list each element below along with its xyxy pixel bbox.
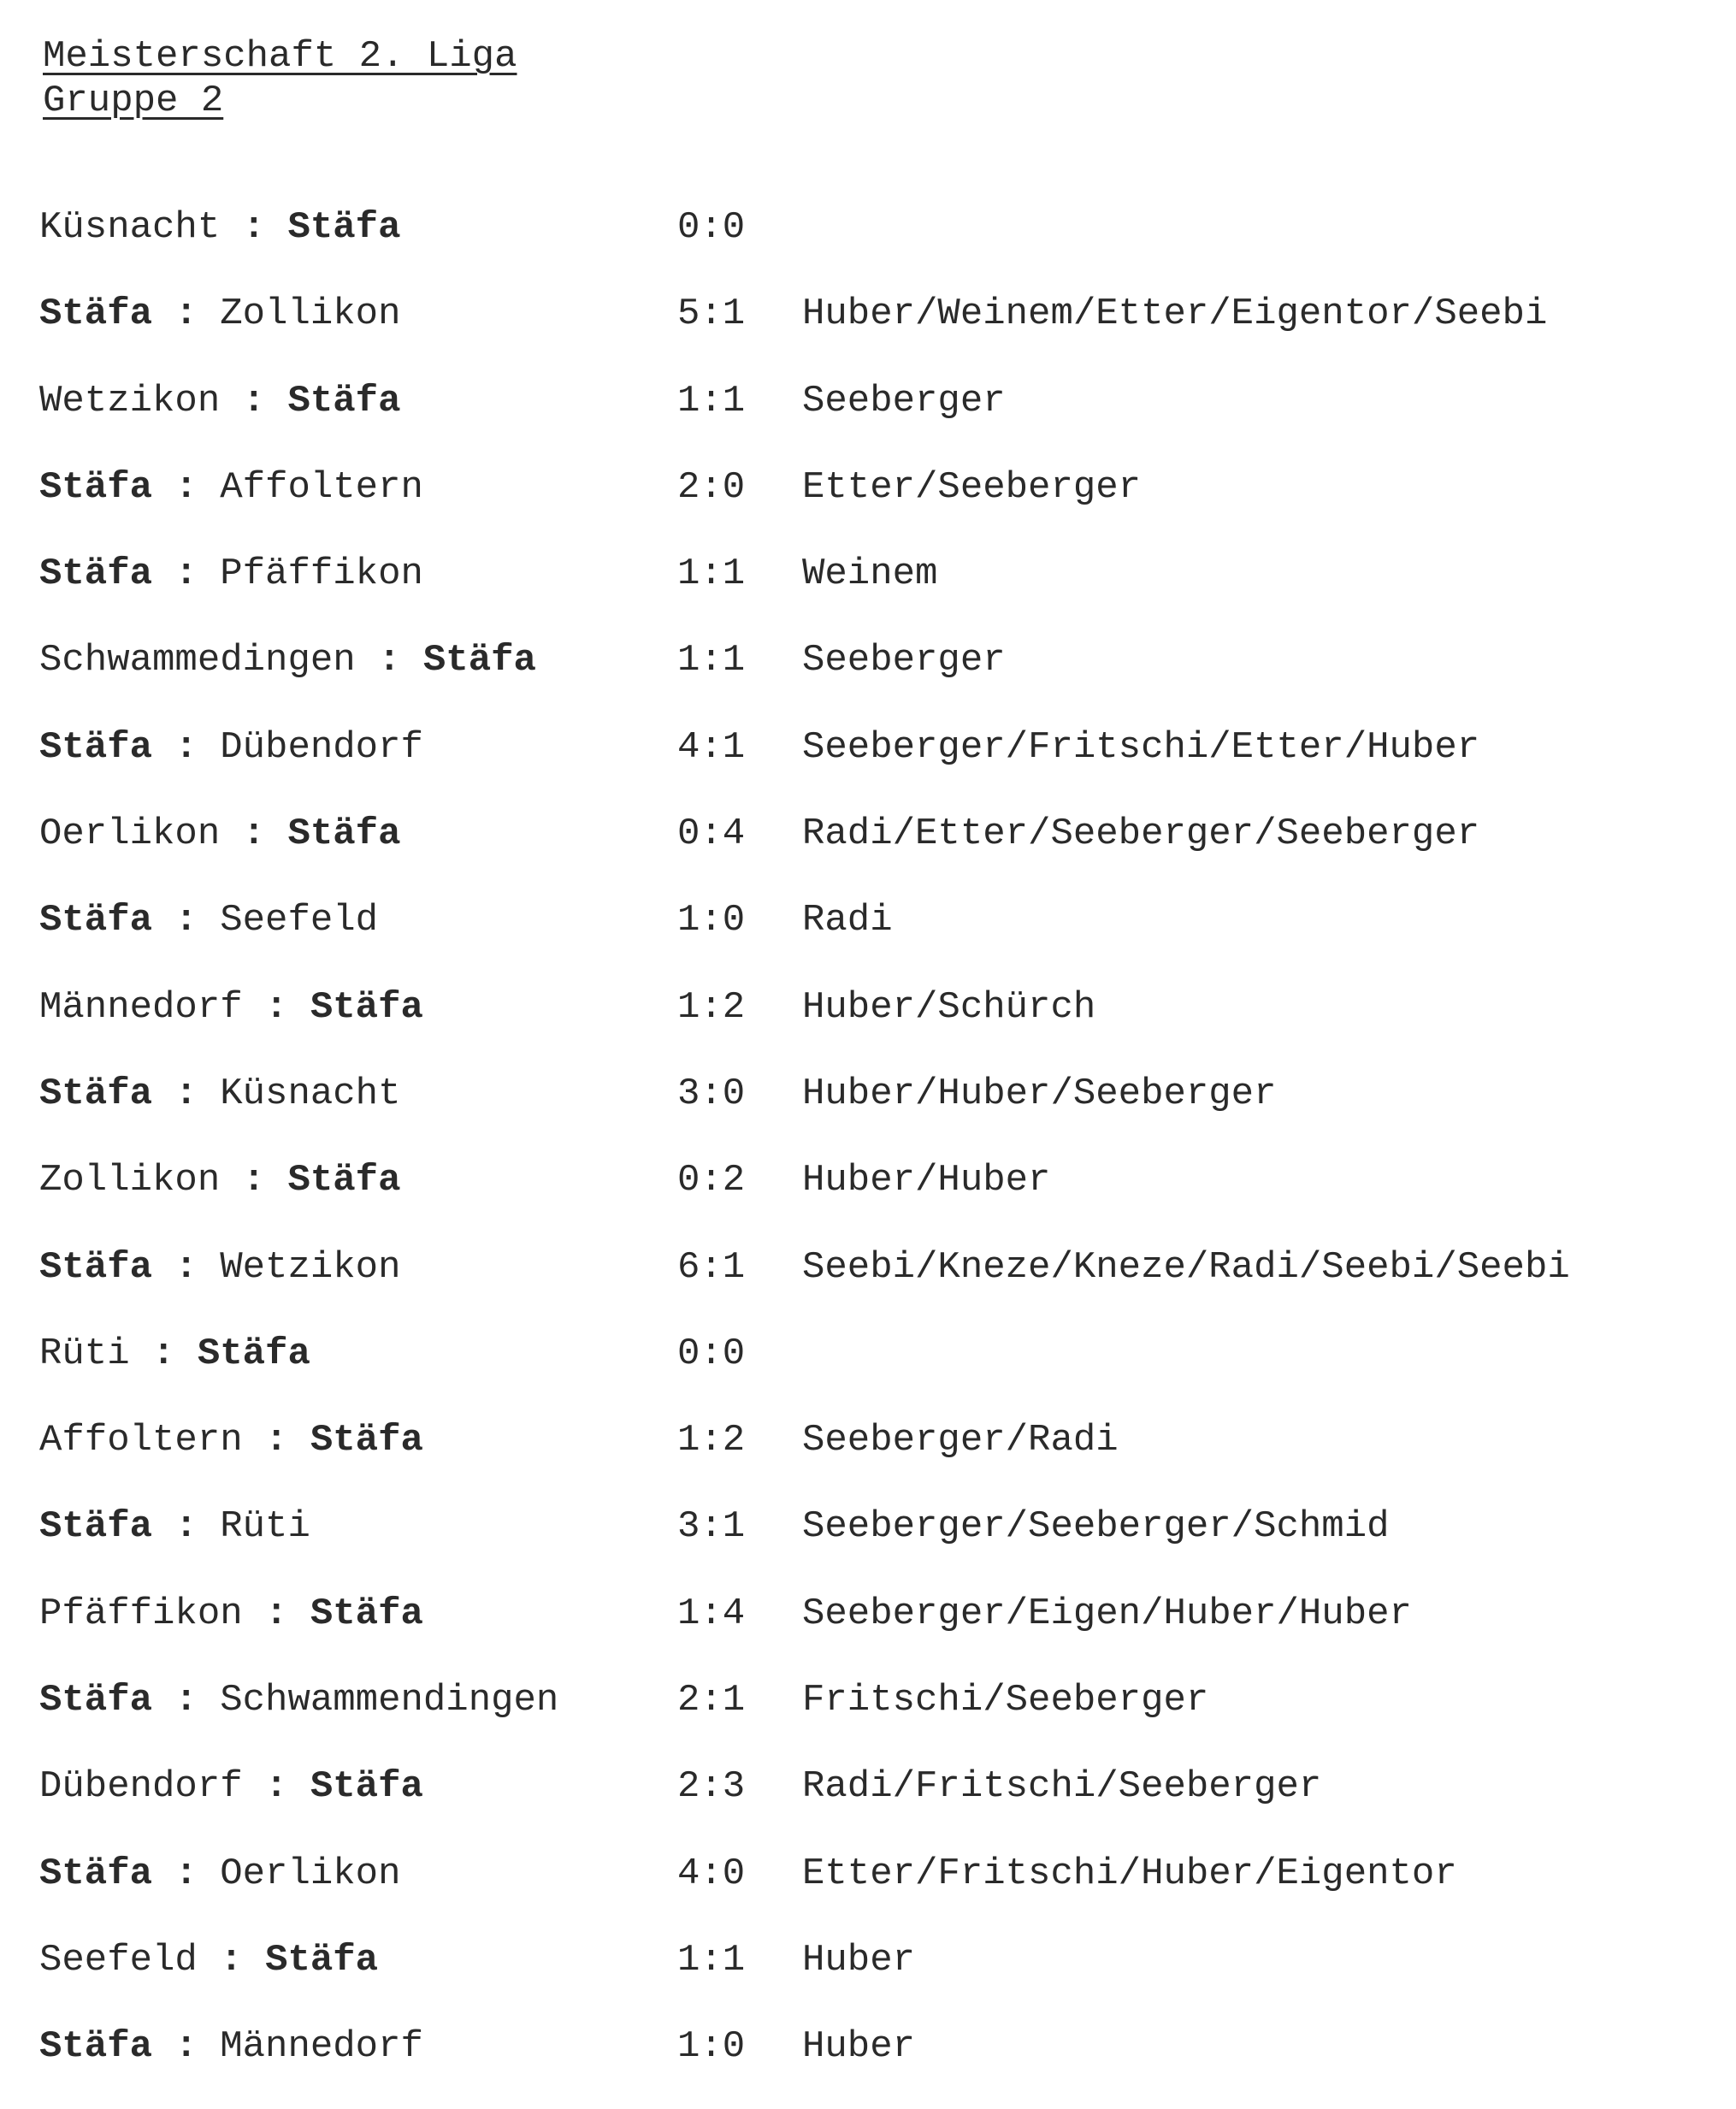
away-team: Oerlikon bbox=[220, 1852, 401, 1895]
match-score: 1:1 bbox=[677, 639, 746, 682]
match-score: 1:1 bbox=[677, 552, 746, 596]
home-team: Pfäffikon bbox=[39, 1592, 243, 1635]
goal-scorers: Huber/Weinem/Etter/Eigentor/Seebi bbox=[802, 292, 1548, 336]
home-team: Dübendorf bbox=[39, 1765, 243, 1809]
match-score: 4:1 bbox=[677, 725, 746, 769]
team-separator: : bbox=[174, 1852, 198, 1895]
match-score: 5:1 bbox=[677, 292, 746, 336]
match-teams bbox=[39, 1848, 400, 1899]
away-team: Rüti bbox=[220, 1505, 310, 1549]
team-separator: : bbox=[242, 379, 266, 422]
match-score: 3:1 bbox=[677, 1505, 746, 1549]
match-score: 2:3 bbox=[677, 1765, 746, 1809]
match-row bbox=[39, 1415, 1715, 1501]
match-row bbox=[39, 548, 1715, 635]
match-row bbox=[39, 1588, 1715, 1675]
away-team: Wetzikon bbox=[220, 1245, 401, 1289]
match-row bbox=[39, 1848, 1715, 1935]
home-team: Wetzikon bbox=[39, 379, 221, 422]
team-separator: : bbox=[242, 1159, 266, 1202]
goal-scorers: Huber/Schürch bbox=[802, 985, 1096, 1029]
match-score: 3:0 bbox=[677, 1072, 746, 1115]
match-row bbox=[39, 722, 1715, 808]
match-score: 0:2 bbox=[677, 1159, 746, 1202]
match-teams bbox=[39, 1415, 423, 1466]
match-row bbox=[39, 1242, 1715, 1328]
home-team: Stäfa bbox=[39, 292, 153, 336]
away-team: Dübendorf bbox=[220, 725, 423, 769]
home-team: Seefeld bbox=[39, 1938, 198, 1982]
match-row bbox=[39, 982, 1715, 1068]
away-team: Stäfa bbox=[310, 1765, 423, 1809]
away-team: Pfäffikon bbox=[220, 552, 423, 596]
team-separator: : bbox=[242, 812, 266, 856]
team-separator: : bbox=[220, 1938, 243, 1982]
home-team: Schwammedingen bbox=[39, 639, 356, 682]
goal-scorers: Seeberger bbox=[802, 639, 1006, 682]
match-row bbox=[39, 895, 1715, 981]
heading-group: Gruppe 2 bbox=[43, 80, 224, 122]
home-team: Oerlikon bbox=[39, 812, 221, 856]
goal-scorers: Seeberger bbox=[802, 379, 1006, 422]
document-heading bbox=[43, 34, 517, 123]
match-teams bbox=[39, 1588, 423, 1639]
match-row bbox=[39, 1155, 1715, 1241]
match-teams bbox=[39, 722, 423, 773]
home-team: Stäfa bbox=[39, 465, 153, 509]
home-team: Stäfa bbox=[39, 725, 153, 769]
goal-scorers: Seeberger/Eigen/Huber/Huber bbox=[802, 1592, 1412, 1635]
home-team: Stäfa bbox=[39, 1505, 153, 1549]
match-row bbox=[39, 1935, 1715, 2021]
team-separator: : bbox=[174, 2025, 198, 2069]
goal-scorers: Fritschi/Seeberger bbox=[802, 1679, 1209, 1722]
match-score: 1:1 bbox=[677, 1938, 746, 1982]
match-score: 6:1 bbox=[677, 1245, 746, 1289]
team-separator: : bbox=[242, 206, 266, 249]
match-teams bbox=[39, 288, 400, 340]
home-team: Stäfa bbox=[39, 552, 153, 596]
match-score: 1:0 bbox=[677, 899, 746, 942]
match-teams bbox=[39, 548, 423, 600]
away-team: Stäfa bbox=[310, 985, 423, 1029]
match-teams bbox=[39, 375, 400, 427]
team-separator: : bbox=[378, 639, 401, 682]
away-team: Stäfa bbox=[265, 1938, 379, 1982]
match-score: 1:4 bbox=[677, 1592, 746, 1635]
away-team: Stäfa bbox=[287, 1159, 401, 1202]
match-score: 2:1 bbox=[677, 1679, 746, 1722]
goal-scorers: Huber/Huber bbox=[802, 1159, 1051, 1202]
match-row bbox=[39, 1501, 1715, 1587]
match-row bbox=[39, 288, 1715, 375]
team-separator: : bbox=[174, 1072, 198, 1115]
home-team: Rüti bbox=[39, 1332, 130, 1375]
goal-scorers: Seebi/Kneze/Kneze/Radi/Seebi/Seebi bbox=[802, 1245, 1570, 1289]
team-separator: : bbox=[174, 1505, 198, 1549]
home-team: Stäfa bbox=[39, 1679, 153, 1722]
match-row bbox=[39, 462, 1715, 548]
away-team: Stäfa bbox=[287, 379, 401, 422]
away-team: Zollikon bbox=[220, 292, 401, 336]
match-row bbox=[39, 1761, 1715, 1847]
match-teams bbox=[39, 895, 378, 946]
match-row bbox=[39, 1675, 1715, 1761]
home-team: Männedorf bbox=[39, 985, 243, 1029]
team-separator: : bbox=[265, 1765, 288, 1809]
goal-scorers: Etter/Seeberger bbox=[802, 465, 1142, 509]
goal-scorers: Radi bbox=[802, 899, 893, 942]
goal-scorers: Weinem bbox=[802, 552, 938, 596]
match-teams bbox=[39, 2021, 423, 2072]
match-row bbox=[39, 1068, 1715, 1155]
match-score: 1:1 bbox=[677, 379, 746, 422]
away-team: Stäfa bbox=[310, 1419, 423, 1462]
away-team: Stäfa bbox=[422, 639, 536, 682]
away-team: Männedorf bbox=[220, 2025, 423, 2069]
match-score: 4:0 bbox=[677, 1852, 746, 1895]
away-team: Stäfa bbox=[287, 812, 401, 856]
match-teams bbox=[39, 808, 400, 860]
team-separator: : bbox=[174, 1679, 198, 1722]
match-score: 1:2 bbox=[677, 1419, 746, 1462]
team-separator: : bbox=[174, 465, 198, 509]
match-score: 0:0 bbox=[677, 206, 746, 249]
home-team: Stäfa bbox=[39, 899, 153, 942]
away-team: Stäfa bbox=[287, 206, 401, 249]
team-separator: : bbox=[265, 1419, 288, 1462]
home-team: Stäfa bbox=[39, 1852, 153, 1895]
match-score: 1:2 bbox=[677, 985, 746, 1029]
team-separator: : bbox=[174, 899, 198, 942]
match-score: 0:0 bbox=[677, 1332, 746, 1375]
home-team: Stäfa bbox=[39, 1245, 153, 1289]
match-teams bbox=[39, 1675, 558, 1726]
team-separator: : bbox=[174, 1245, 198, 1289]
match-teams bbox=[39, 1501, 310, 1552]
goal-scorers: Etter/Fritschi/Huber/Eigentor bbox=[802, 1852, 1457, 1895]
match-row bbox=[39, 202, 1715, 288]
match-row bbox=[39, 635, 1715, 721]
match-row bbox=[39, 375, 1715, 462]
match-teams bbox=[39, 1328, 310, 1379]
team-separator: : bbox=[174, 725, 198, 769]
goal-scorers: Radi/Fritschi/Seeberger bbox=[802, 1765, 1322, 1809]
home-team: Stäfa bbox=[39, 1072, 153, 1115]
match-teams bbox=[39, 462, 423, 513]
goal-scorers: Seeberger/Seeberger/Schmid bbox=[802, 1505, 1390, 1549]
team-separator: : bbox=[174, 552, 198, 596]
match-teams bbox=[39, 1242, 400, 1293]
goal-scorers: Seeberger/Fritschi/Etter/Huber bbox=[802, 725, 1480, 769]
match-teams bbox=[39, 635, 536, 686]
match-row bbox=[39, 2021, 1715, 2107]
match-score: 2:0 bbox=[677, 465, 746, 509]
away-team: Affoltern bbox=[220, 465, 423, 509]
home-team: Stäfa bbox=[39, 2025, 153, 2069]
away-team: Stäfa bbox=[310, 1592, 423, 1635]
match-row bbox=[39, 1328, 1715, 1415]
away-team: Schwammendingen bbox=[220, 1679, 559, 1722]
goal-scorers: Huber bbox=[802, 1938, 916, 1982]
goal-scorers: Radi/Etter/Seeberger/Seeberger bbox=[802, 812, 1480, 856]
home-team: Zollikon bbox=[39, 1159, 221, 1202]
team-separator: : bbox=[152, 1332, 175, 1375]
match-row bbox=[39, 808, 1715, 895]
heading-championship: Meisterschaft 2. Liga bbox=[43, 35, 517, 78]
team-separator: : bbox=[265, 985, 288, 1029]
team-separator: : bbox=[265, 1592, 288, 1635]
away-team: Stäfa bbox=[197, 1332, 310, 1375]
goal-scorers: Huber/Huber/Seeberger bbox=[802, 1072, 1277, 1115]
home-team: Affoltern bbox=[39, 1419, 243, 1462]
match-teams bbox=[39, 202, 400, 253]
match-score: 1:0 bbox=[677, 2025, 746, 2069]
match-teams bbox=[39, 982, 423, 1033]
goal-scorers: Seeberger/Radi bbox=[802, 1419, 1119, 1462]
away-team: Küsnacht bbox=[220, 1072, 401, 1115]
match-teams bbox=[39, 1935, 378, 1986]
results-list bbox=[39, 202, 1715, 2108]
away-team: Seefeld bbox=[220, 899, 379, 942]
goal-scorers: Huber bbox=[802, 2025, 916, 2069]
team-separator: : bbox=[174, 292, 198, 336]
match-teams bbox=[39, 1155, 400, 1206]
home-team: Küsnacht bbox=[39, 206, 221, 249]
match-score: 0:4 bbox=[677, 812, 746, 856]
match-teams bbox=[39, 1761, 423, 1812]
match-teams bbox=[39, 1068, 400, 1119]
